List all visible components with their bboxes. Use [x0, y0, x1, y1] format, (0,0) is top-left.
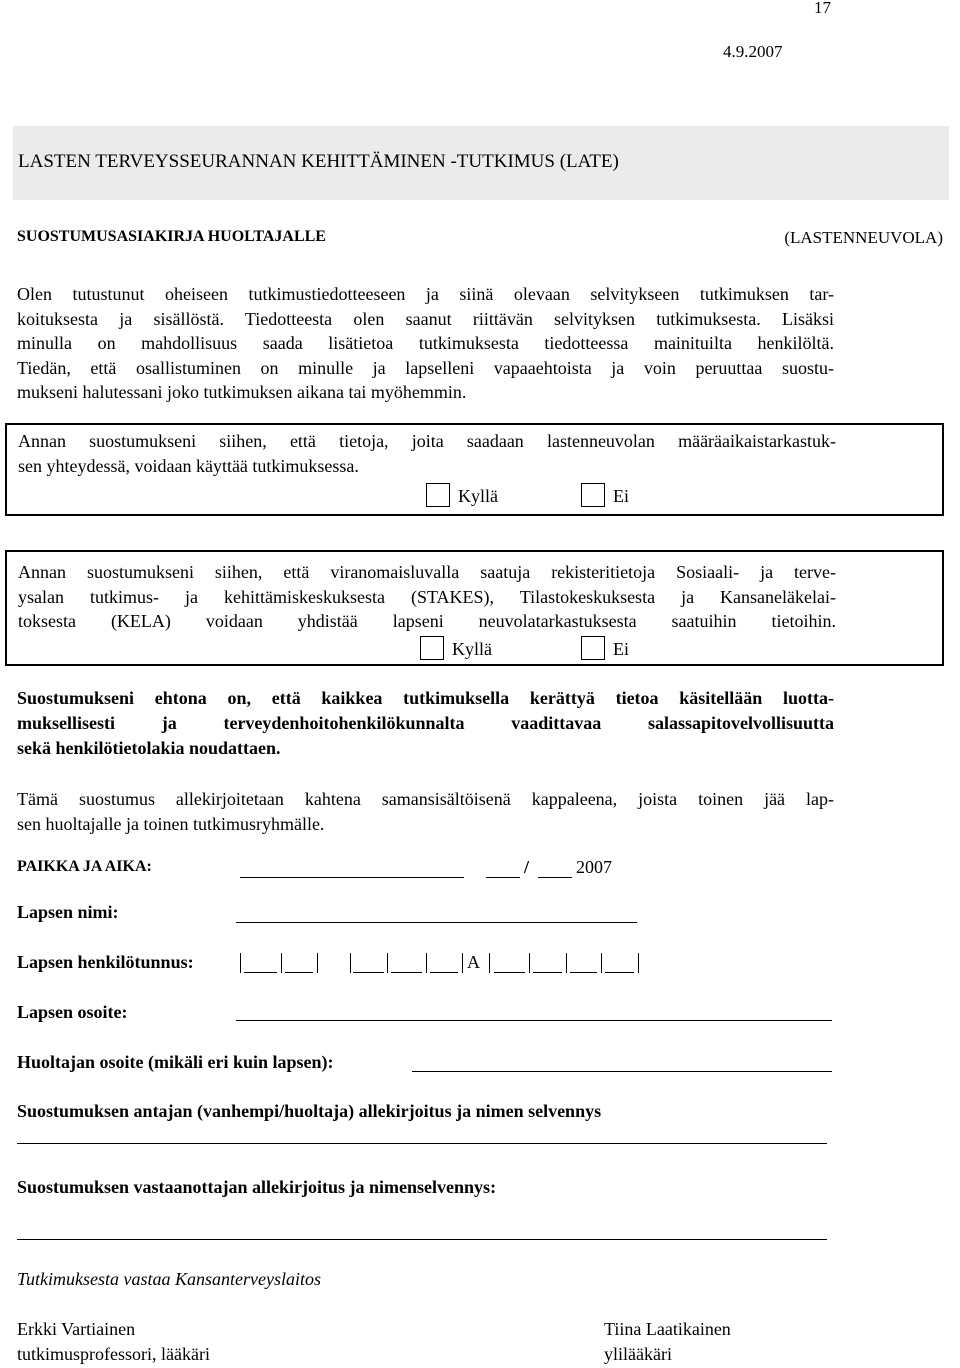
page-number: 17: [814, 0, 831, 17]
day-field[interactable]: [486, 877, 520, 878]
consent-no-option[interactable]: [581, 636, 629, 662]
yes-checkbox[interactable]: [420, 636, 444, 660]
consent-yes-option[interactable]: [426, 483, 498, 509]
yes-checkbox[interactable]: [426, 483, 450, 507]
guardian-address-label: Huoltajan osoite (mikäli eri kuin lapsen):: [17, 1052, 334, 1072]
condition-line: Suostumukseni ehtona on, että kaikkea tutkimuksella kerättyä tietoa käsitellään luotta-: [17, 688, 834, 708]
consent-yes-option[interactable]: [420, 636, 492, 662]
child-address-field[interactable]: [236, 1020, 832, 1021]
consent-receiver-label: Suostumuksen vastaanottajan allekirjoitus ja nimenselvennys:: [17, 1177, 497, 1197]
document-subtitle: SUOSTUMUSASIAKIRJA HUOLTAJALLE: [17, 228, 326, 245]
id-digit-box[interactable]: [533, 972, 562, 973]
title-banner: [13, 126, 949, 200]
child-id-label: Lapsen henkilötunnus:: [17, 952, 194, 972]
consent-line: Annan suostumukseni siihen, että tietoja, joita saadaan lastenneuvolan määräaikaistarkastuk-: [18, 431, 836, 451]
consent-line: Annan suostumukseni siihen, että viranomaisluvalla saatuja rekisteritietoja Sosiaali- ja terve-: [18, 562, 836, 582]
responsible-institution: Tutkimuksesta vastaa Kansanterveyslaitos: [17, 1269, 321, 1289]
id-digit-box[interactable]: [605, 972, 634, 973]
id-digit-box[interactable]: [570, 972, 597, 973]
date-separator: /: [524, 857, 530, 877]
consent-box-registry-data: [5, 550, 944, 666]
child-name-label: Lapsen nimi:: [17, 902, 119, 922]
id-digit-box[interactable]: [494, 972, 525, 973]
month-field[interactable]: [538, 877, 572, 878]
year-text: 2007: [576, 857, 612, 877]
person2: [604, 1317, 731, 1367]
person1: [17, 1317, 210, 1367]
consent-giver-signature-field[interactable]: [17, 1143, 827, 1144]
intro-line: mukseni halutessani joko tutkimuksen aikana tai myöhemmin.: [17, 382, 467, 403]
person2-title: ylilääkäri: [604, 1344, 672, 1364]
consent-giver-label: Suostumuksen antajan (vanhempi/huoltaja) allekirjoitus ja nimen selvennys: [17, 1101, 602, 1121]
condition-paragraph: [17, 686, 834, 761]
intro-paragraph: [17, 282, 834, 405]
yes-label: Kyllä: [452, 639, 492, 659]
child-name-field[interactable]: [236, 922, 637, 923]
intro-line: koituksesta ja sisällöstä. Tiedotteesta olen saanut riittävän selvityksen tutkimuksesta. Lisäksi: [17, 308, 834, 329]
id-digit-box[interactable]: [353, 972, 384, 973]
copies-line: Tämä suostumus allekirjoitetaan kahtena samansisältöisenä kappaleena, joista toinen jää lap-: [17, 789, 834, 809]
consent-line: sen yhteydessä, voidaan käyttää tutkimuksessa.: [18, 455, 359, 476]
consent-text: [18, 560, 836, 634]
id-digit-box[interactable]: [391, 972, 422, 973]
person2-name: Tiina Laatikainen: [604, 1319, 731, 1339]
consent-line: toksesta (KELA) voidaan yhdistää lapseni neuvolatarkastuksesta saatuihin tietoihin.: [18, 611, 836, 632]
intro-line: Tiedän, että osallistuminen on minulle ja lapselleni vapaaehtoista ja voin peruuttaa suostu-: [17, 357, 834, 378]
condition-line: muksellisesti ja terveydenhoitohenkilökunnalta vaadittavaa salassapitovelvollisuutta: [17, 713, 834, 733]
intro-line: minulla on mahdollisuus saada lisätietoa tutkimuksesta tiedotteessa mainituilta henkilöltä.: [17, 333, 834, 354]
consent-receiver-signature-field[interactable]: [17, 1239, 827, 1240]
condition-line: sekä henkilötietolakia noudattaen.: [17, 738, 281, 758]
no-label: Ei: [613, 486, 629, 506]
yes-label: Kyllä: [458, 486, 498, 506]
document-subtitle-right: (LASTENNEUVOLA): [784, 228, 943, 247]
consent-text: [18, 429, 836, 478]
id-digit-box[interactable]: [244, 972, 277, 973]
id-century-marker: A: [467, 952, 480, 972]
consent-line: ysalan tutkimus- ja kehittämiskeskuksesta (STAKES), Tilastokeskuksesta ja Kansaneläkelai-: [18, 586, 836, 607]
person1-title: tutkimusprofessori, lääkäri: [17, 1344, 210, 1364]
child-address-label: Lapsen osoite:: [17, 1002, 128, 1022]
guardian-address-field[interactable]: [412, 1071, 832, 1072]
copies-line: sen huoltajalle ja toinen tutkimusryhmälle.: [17, 814, 325, 834]
copies-paragraph: [17, 787, 834, 837]
person1-name: Erkki Vartiainen: [17, 1319, 136, 1339]
intro-line: Olen tutustunut oheiseen tutkimustiedotteeseen ja siinä olevaan selvitykseen tutkimuksen tar-: [17, 284, 834, 304]
no-label: Ei: [613, 639, 629, 659]
id-digit-box[interactable]: [285, 972, 313, 973]
id-digit-box[interactable]: [430, 972, 458, 973]
consent-no-option[interactable]: [581, 483, 629, 509]
no-checkbox[interactable]: [581, 483, 605, 507]
place-field[interactable]: [240, 877, 464, 878]
consent-box-data-use: [5, 423, 944, 516]
no-checkbox[interactable]: [581, 636, 605, 660]
document-title: LASTEN TERVEYSSEURANNAN KEHITTÄMINEN -TUTKIMUS (LATE): [18, 151, 619, 172]
place-time-label: PAIKKA JA AIKA:: [17, 858, 152, 875]
document-date: 4.9.2007: [723, 42, 783, 61]
